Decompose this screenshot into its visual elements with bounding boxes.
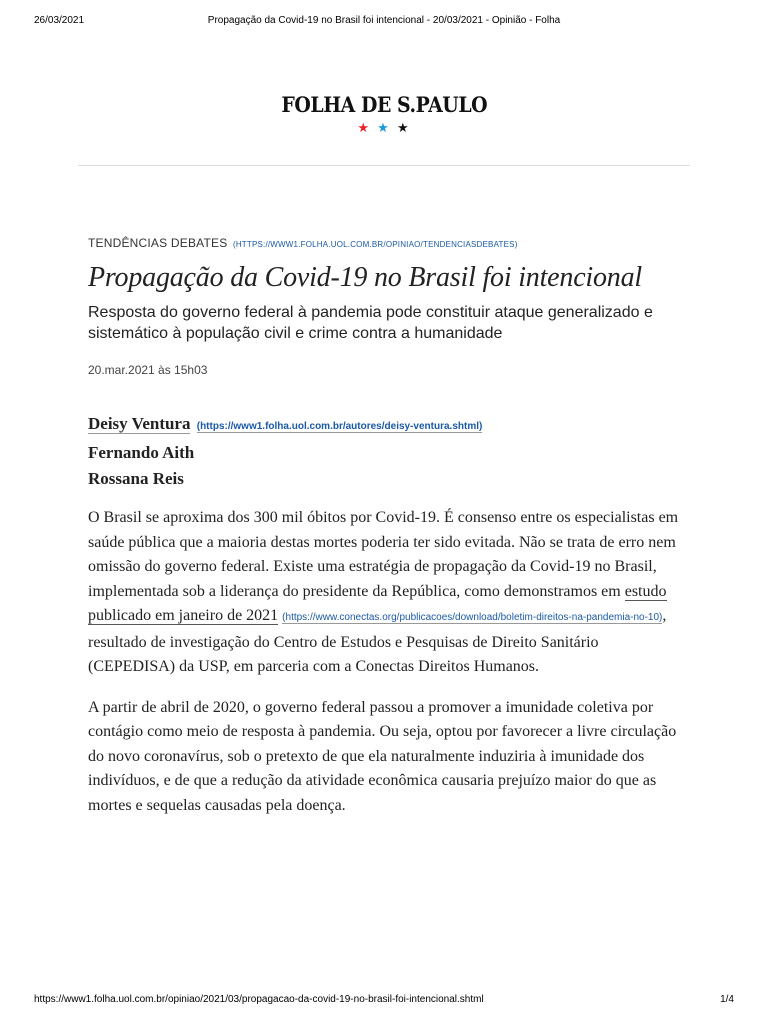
print-title: Propagação da Covid-19 no Brasil foi intencional - 20/03/2021 - Opinião - Folha xyxy=(207,15,561,26)
paragraph-1 xyxy=(88,506,688,680)
author-link[interactable]: (https://www1.folha.uol.com.br/autores/deisy-ventura.shtml) xyxy=(196,421,483,432)
study-link[interactable]: estudo publicado em janeiro de 2021 xyxy=(88,582,667,624)
author-fernando-aith: Fernando Aith xyxy=(88,443,195,462)
page-number: 1/4 xyxy=(720,994,734,1005)
masthead-stars xyxy=(0,121,768,136)
section-link[interactable]: (HTTPS://WWW1.FOLHA.UOL.COM.BR/OPINIAO/TENDENCIASDEBATES) xyxy=(232,240,518,249)
author-name[interactable]: Deisy Ventura xyxy=(88,414,191,433)
masthead xyxy=(0,92,768,136)
print-footer xyxy=(0,994,768,1010)
paragraph-1-text-a: O Brasil se aproxima dos 300 mil óbitos por Covid-19. É consenso entre os especialistas em saúde pública que a maioria destas mortes poderia ter sido evitada. Não se trata de erro nem omissão do governo federal. Existe uma estratégia de propagação da Covid-19 no Brasil, implementada sob a liderança do presidente da República, como demonstramos em xyxy=(88,509,679,600)
red-star-icon: ★ xyxy=(357,121,372,136)
standfirst: Resposta do governo federal à pandemia pode constituir ataque generalizado e sistemático à população civil e crime contra a humanidade xyxy=(88,304,653,342)
study-link-url[interactable]: (https://www.conectas.org/publicacoes/download/boletim-direitos-na-pandemia-no-10) xyxy=(282,612,663,623)
black-star-icon: ★ xyxy=(396,121,411,136)
masthead-divider xyxy=(78,165,690,166)
author-deisy-ventura xyxy=(88,411,688,440)
publish-date: 20.mar.2021 às 15h03 xyxy=(88,363,208,377)
blue-star-icon: ★ xyxy=(377,121,391,136)
section-name[interactable]: TENDÊNCIAS DEBATES xyxy=(88,236,228,250)
print-date: 26/03/2021 xyxy=(34,15,85,26)
folha-logo[interactable]: FOLHA DE S.PAULO xyxy=(281,92,487,117)
headline: Propagação da Covid-19 no Brasil foi intencional xyxy=(88,262,642,293)
article xyxy=(88,236,688,834)
print-header xyxy=(0,15,768,31)
paragraph-1-text-b: , resultado de investigação do Centro de Estudos e Pesquisas de Direito Sanitário (CEPEDISA) da USP, em parceria com a Conectas Direitos Humanos. xyxy=(88,607,667,675)
author-list xyxy=(88,411,688,492)
print-url: https://www1.folha.uol.com.br/opiniao/2021/03/propagacao-da-covid-19-no-brasil-foi-intencional.shtml xyxy=(34,994,484,1005)
author-rossana-reis: Rossana Reis xyxy=(88,469,184,488)
section-kicker xyxy=(88,236,688,250)
paragraph-2: A partir de abril de 2020, o governo federal passou a promover a imunidade coletiva por contágio como meio de resposta à pandemia. Ou seja, optou por favorecer a livre circulação do novo coronavírus, sob o pretexto de que ela naturalmente induziria à imunidade dos indivíduos, e de que a redução da atividade econômica causaria prejuízo maior do que as mortes e sequelas causadas pela doença. xyxy=(88,698,677,814)
